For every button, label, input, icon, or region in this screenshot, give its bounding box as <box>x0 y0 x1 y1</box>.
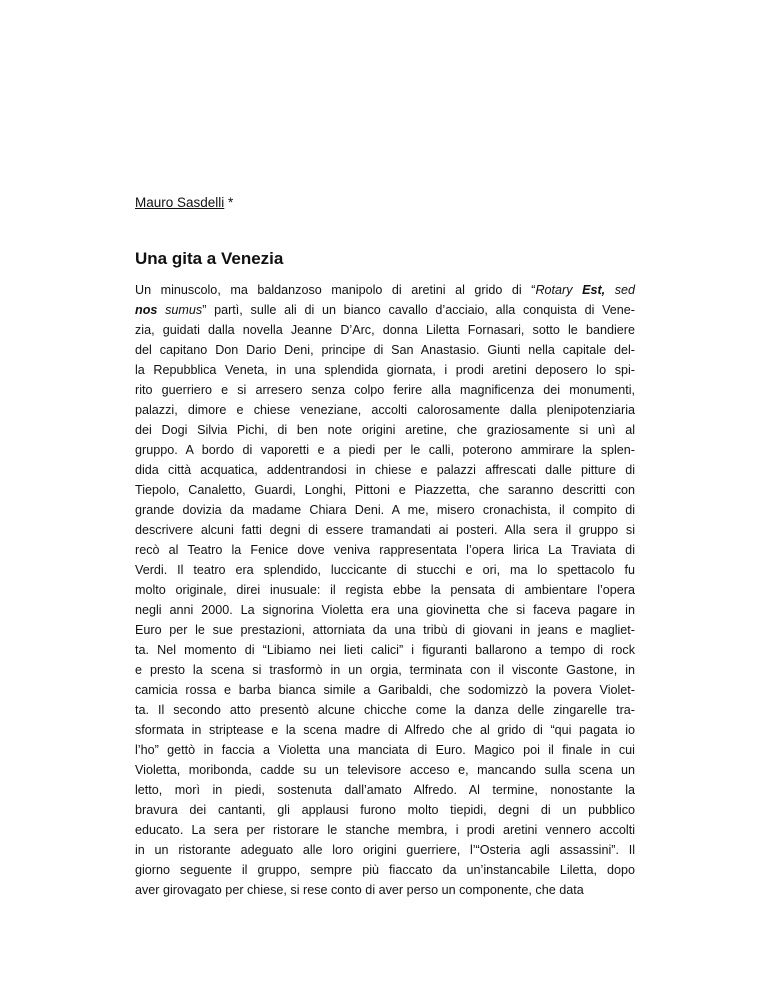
motto-sumus: sumus <box>157 303 203 317</box>
article-line: Tiepolo, Canaletto, Guardi, Longhi, Pittoni e Piazzetta, che saranno descritti con <box>135 483 635 497</box>
line-space <box>573 283 583 297</box>
article-line: aver girovagato per chiese, si rese conto di aver perso un componente, che data <box>135 883 584 897</box>
article-line: ta. Il secondo atto presentò alcune chicche come la danza delle zingarelle tra- <box>135 703 635 717</box>
article-line: l’ho” gettò in faccia a Violetta una manciata di Euro. Magico poi il finale in cui <box>135 743 635 757</box>
article-line: rito guerriero e si arresero senza colpo ferire alla magnificenza dei monumenti, <box>135 383 635 397</box>
article-line: educato. La sera per ristorare le stanche membra, i prodi aretini vennero accolti <box>135 823 635 837</box>
author-name: Mauro Sasdelli <box>135 195 225 210</box>
article-line: Verdi. Il teatro era splendido, luccicante di stucchi e ori, ma lo spettacolo fu <box>135 563 635 577</box>
article-line: Violetta, moribonda, cadde su un televisore acceso e, mancando sulla scena un <box>135 763 635 777</box>
article-line: del capitano Don Dario Deni, principe di San Anastasio. Giunti nella capitale del- <box>135 343 635 357</box>
article-line: molto originale, direi inusuale: il regista ebbe la pensata di ambientare l’opera <box>135 583 635 597</box>
article-line: grande dovizia da madame Chiara Deni. A me, misero cronachista, il compito di <box>135 503 635 517</box>
article-line: Euro per le sue prestazioni, attorniata da una tribù di giovani in jeans e magliet- <box>135 623 635 637</box>
article-line <box>135 300 635 320</box>
article-line: letto, morì in piedi, sostenuta dall’amato Alfredo. Al termine, nonostante la <box>135 783 635 797</box>
article-line: dei Dogi Silvia Pichi, di ben note origini aretine, che graziosamente si unì al <box>135 423 635 437</box>
article-line: ta. Nel momento di “Libiamo nei lieti calici” i figuranti ballarono a tempo di rock <box>135 643 635 657</box>
author-line <box>135 194 233 212</box>
article-line: descrivere alcuni fatti degni di essere tramandati ai posteri. Alla sera il gruppo si <box>135 523 635 537</box>
article-line: camicia rossa e barba bianca simile a Garibaldi, che sodomizzò la povera Violet- <box>135 683 635 697</box>
line-text: ” partì, sulle ali di un bianco cavallo d’acciaio, alla conquista di Vene- <box>202 303 636 317</box>
article-line: zia, guidati dalla novella Jeanne D’Arc, donna Liletta Fornasari, sotto le bandiere <box>135 323 635 337</box>
article-line: e presto la scena si trasformò in un orgia, terminata con il visconte Gastone, in <box>135 663 635 677</box>
article-line: la Repubblica Veneta, in una splendida giornata, i prodi aretini deposero lo spi- <box>135 363 635 377</box>
line-text: Un minuscolo, ma baldanzoso manipolo di aretini al grido di “ <box>135 283 536 297</box>
motto-nos: nos <box>135 303 158 317</box>
motto-est: Est, <box>582 283 606 297</box>
article-body <box>135 280 635 900</box>
article-line <box>135 280 635 300</box>
article-line: recò al Teatro la Fenice dove veniva rappresentata l’opera lirica La Traviata di <box>135 543 635 557</box>
article-line: negli anni 2000. La signorina Violetta era una giovinetta che si faceva pagare in <box>135 603 635 617</box>
article-line: gruppo. A bordo di vaporetti e a piedi per le calli, poterono ammirare la splen- <box>135 443 635 457</box>
motto-rotary: Rotary <box>535 283 573 297</box>
article-line: dida città acquatica, addentrandosi in chiese e palazzi affrescati dalle pitture di <box>135 463 635 477</box>
author-footnote-mark: * <box>224 195 234 210</box>
article-line: in un ristorante adeguato alle loro origini guerriere, l’“Osteria agli assassini”. Il <box>135 843 635 857</box>
article-title: Una gita a Venezia <box>135 249 284 268</box>
article-line: sformata in striptease e la scena madre di Alfredo che al grido di “qui pagata io <box>135 723 635 737</box>
article-line: bravura dei cantanti, gli applausi furono molto tiepidi, degni di un pubblico <box>135 803 635 817</box>
article-line: palazzi, dimore e chiese veneziane, accolti calorosamente dalla plenipotenziaria <box>135 403 635 417</box>
article-line: giorno seguente il gruppo, sempre più fiaccato da un’instancabile Liletta, dopo <box>135 863 635 877</box>
motto-sed: sed <box>605 283 635 297</box>
